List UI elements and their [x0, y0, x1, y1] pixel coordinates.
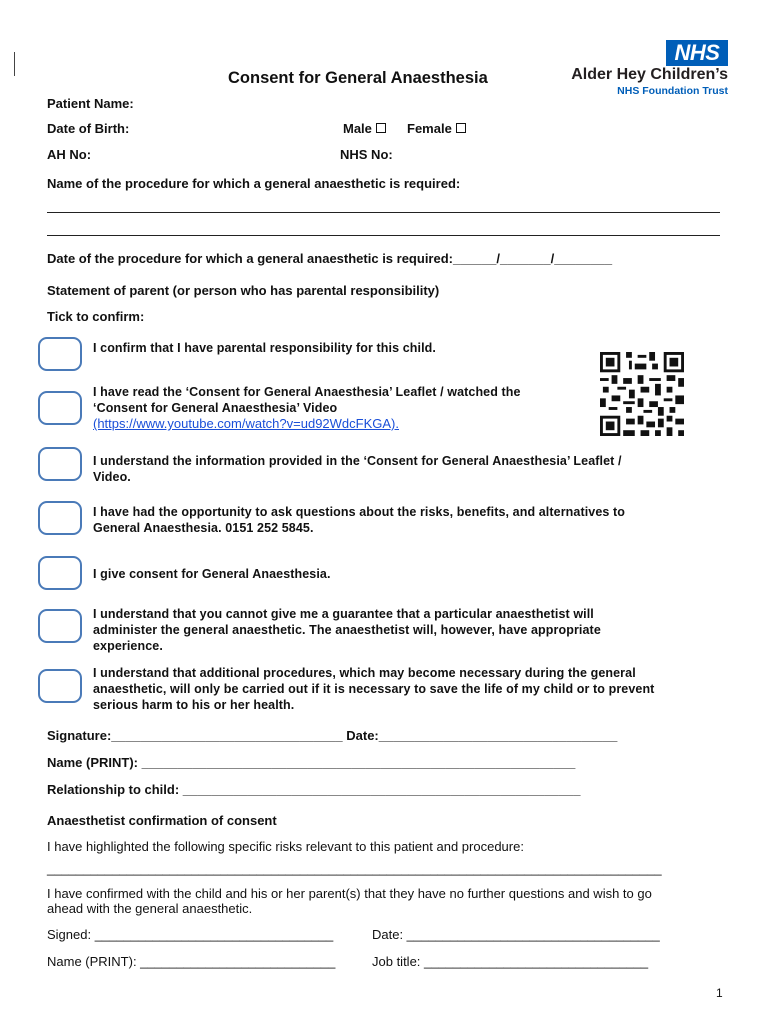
- statement-understand-leaflet-1: I understand the information provided in the ‘Consent for General Anaesthesia’ Leaflet /: [93, 454, 622, 468]
- nhs-logo: NHS: [666, 40, 728, 66]
- female-label: Female: [407, 121, 452, 136]
- tick-to-confirm-label: Tick to confirm:: [47, 309, 145, 324]
- trust-subtitle: NHS Foundation Trust: [617, 85, 728, 97]
- tick-box-no-guarantee[interactable]: [38, 609, 82, 643]
- ah-number-label: AH No:: [47, 147, 92, 162]
- statement-additional-procedures-1: I understand that additional procedures, which may become necessary during the general: [93, 666, 636, 680]
- relationship-field[interactable]: Relationship to child: _______________________________________________________: [47, 782, 581, 797]
- tick-box-give-consent[interactable]: [38, 556, 82, 590]
- statement-ask-questions-2: General Anaesthesia. 0151 252 5845.: [93, 521, 314, 535]
- trust-name: Alder Hey Children’s: [571, 66, 728, 83]
- statement-heading: Statement of parent (or person who has parental responsibility): [47, 283, 440, 298]
- nhs-number-label: NHS No:: [340, 147, 393, 162]
- risks-label: I have highlighted the following specific risks relevant to this patient and procedure:: [47, 839, 524, 854]
- statement-parental-responsibility: I confirm that I have parental responsibility for this child.: [93, 341, 436, 355]
- anaesthetist-heading: Anaesthetist confirmation of consent: [47, 813, 277, 828]
- page-title: Consent for General Anaesthesia: [228, 69, 488, 87]
- female-checkbox[interactable]: [456, 123, 466, 133]
- patient-name-label: Patient Name:: [47, 96, 134, 111]
- tick-box-read-leaflet[interactable]: [38, 391, 82, 425]
- page-number: 1: [716, 986, 723, 1000]
- risks-line[interactable]: _____________________________________________________________________________________: [47, 861, 662, 876]
- tick-box-ask-questions[interactable]: [38, 501, 82, 535]
- margin-mark: [14, 52, 15, 76]
- statement-give-consent: I give consent for General Anaesthesia.: [93, 567, 331, 581]
- video-link[interactable]: (https://www.youtube.com/watch?v=ud92WdcFKGA).: [93, 416, 399, 431]
- tick-box-parental-responsibility[interactable]: [38, 337, 82, 371]
- statement-additional-procedures-2: anaesthetic, will only be carried out if it is necessary to save the life of my child or to prevent: [93, 682, 655, 696]
- statement-additional-procedures-3: serious harm to his or her health.: [93, 698, 295, 712]
- procedure-line-2[interactable]: [47, 235, 720, 236]
- confirmed-text-2: ahead with the general anaesthetic.: [47, 901, 253, 916]
- tick-box-additional-procedures[interactable]: [38, 669, 82, 703]
- male-option[interactable]: [343, 121, 386, 137]
- statement-no-guarantee-2: administer the general anaesthetic. The anaesthetist will, however, have appropriate: [93, 623, 601, 637]
- male-label: Male: [343, 121, 372, 136]
- dob-label: Date of Birth:: [47, 121, 130, 136]
- tick-box-understand-leaflet[interactable]: [38, 447, 82, 481]
- qr-code-icon[interactable]: [598, 352, 686, 436]
- statement-read-leaflet-2: ‘Consent for General Anaesthesia’ Video: [93, 401, 338, 415]
- statement-ask-questions-1: I have had the opportunity to ask questions about the risks, benefits, and alternatives to: [93, 505, 626, 519]
- statement-no-guarantee-1: I understand that you cannot give me a guarantee that a particular anaesthetist will: [93, 607, 594, 621]
- signed-field[interactable]: Signed: _________________________________: [47, 927, 334, 942]
- confirmed-text-1: I have confirmed with the child and his or her parent(s) that they have no further questions and wish to go: [47, 886, 652, 901]
- statement-no-guarantee-3: experience.: [93, 639, 163, 653]
- procedure-line-1[interactable]: [47, 212, 720, 213]
- procedure-name-label: Name of the procedure for which a general anaesthetic is required:: [47, 176, 461, 191]
- female-option[interactable]: [407, 121, 466, 137]
- anaesthetist-name-field[interactable]: Name (PRINT): ___________________________: [47, 954, 336, 969]
- anaesthetist-date-field[interactable]: Date: ___________________________________: [372, 927, 660, 942]
- job-title-field[interactable]: Job title: _______________________________: [372, 954, 649, 969]
- procedure-date-label: Date of the procedure for which a general anaesthetic is required:______/_______/________: [47, 251, 613, 266]
- male-checkbox[interactable]: [376, 123, 386, 133]
- statement-read-leaflet-1: I have read the ‘Consent for General Anaesthesia’ Leaflet / watched the: [93, 385, 521, 399]
- signature-field[interactable]: Signature:________________________________ Date:_________________________________: [47, 728, 618, 743]
- statement-understand-leaflet-2: Video.: [93, 470, 131, 484]
- name-print-field[interactable]: Name (PRINT): ____________________________________________________________: [47, 755, 576, 770]
